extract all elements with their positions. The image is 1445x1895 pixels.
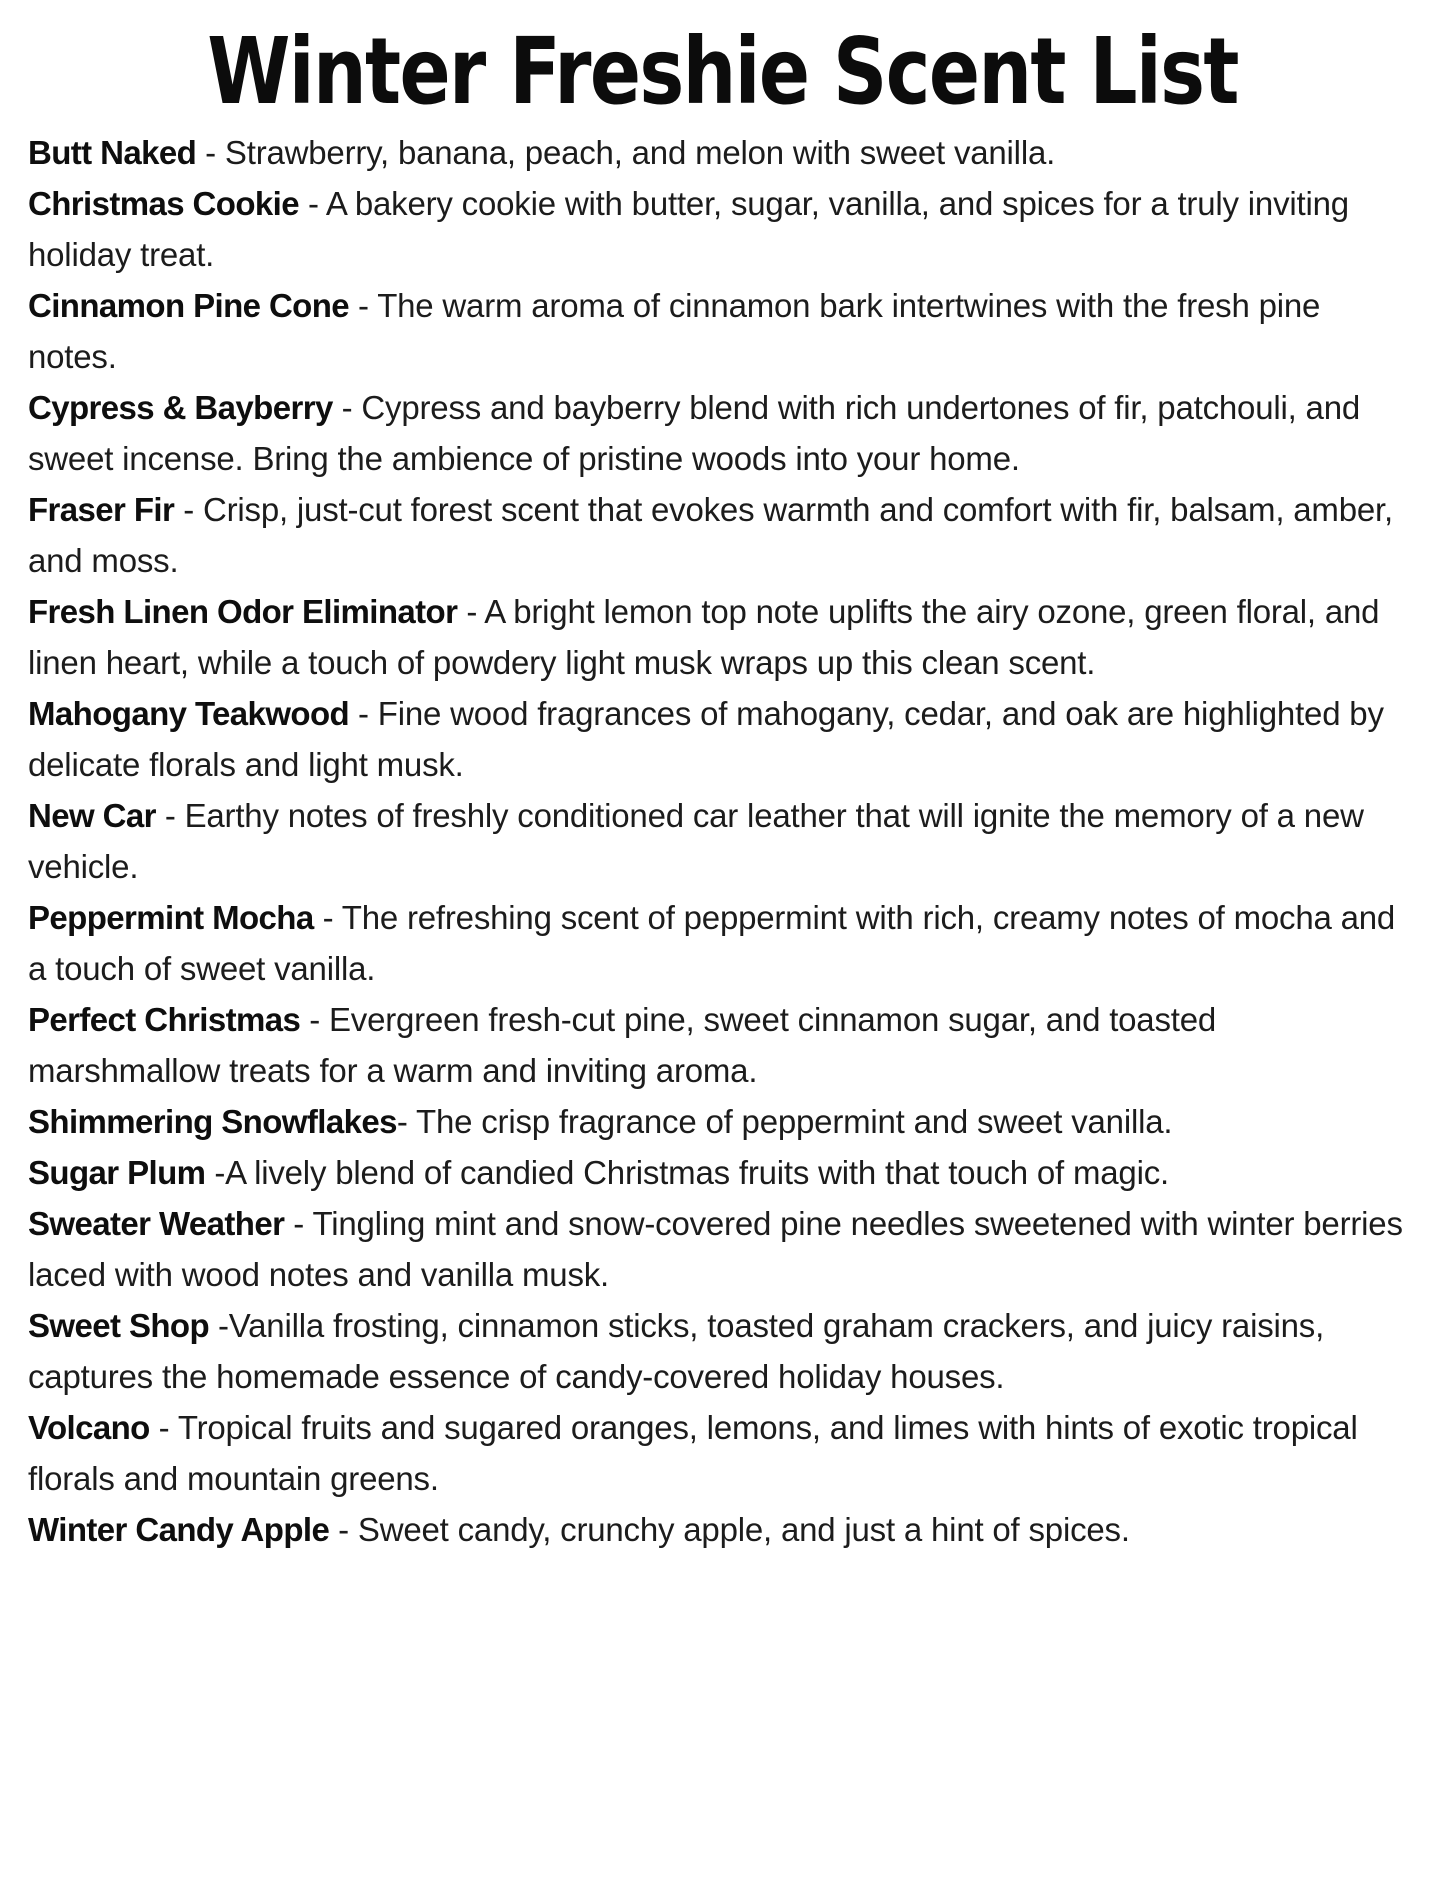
page-title: Winter Freshie Scent List bbox=[207, 18, 1238, 125]
scent-item bbox=[28, 1300, 1417, 1402]
scent-name: Cypress & Bayberry bbox=[28, 388, 333, 426]
scent-description: - Cypress and bayberry blend with rich undertones of fir, patchouli, and sweet incense. Bring the ambience of pristine woods into your home. bbox=[28, 388, 1361, 477]
scent-description: - Tropical fruits and sugared oranges, lemons, and limes with hints of exotic tropical florals and mountain greens. bbox=[28, 1408, 1358, 1497]
scent-name: Butt Naked bbox=[28, 133, 197, 171]
scent-name: Sugar Plum bbox=[28, 1153, 206, 1191]
scent-name: Christmas Cookie bbox=[28, 184, 299, 222]
scent-description: - Evergreen fresh-cut pine, sweet cinnamon sugar, and toasted marshmallow treats for a warm and inviting aroma. bbox=[28, 1000, 1217, 1089]
scent-description: - Fine wood fragrances of mahogany, cedar, and oak are highlighted by delicate florals and light musk. bbox=[28, 694, 1384, 783]
scent-name: Volcano bbox=[28, 1408, 150, 1446]
scent-description: - Sweet candy, crunchy apple, and just a hint of spices. bbox=[329, 1510, 1130, 1548]
scent-item bbox=[28, 790, 1417, 892]
scent-item bbox=[28, 688, 1417, 790]
scent-name: Winter Candy Apple bbox=[28, 1510, 330, 1548]
scent-name: Shimmering Snowflakes bbox=[28, 1102, 397, 1140]
scent-description: - A bright lemon top note uplifts the airy ozone, green floral, and linen heart, while a touch of powdery light musk wraps up this clean scent. bbox=[28, 592, 1380, 681]
scent-name: Fraser Fir bbox=[28, 490, 175, 528]
scent-item bbox=[28, 382, 1417, 484]
scent-item bbox=[28, 1402, 1417, 1504]
scent-name: Sweater Weather bbox=[28, 1204, 285, 1242]
scent-item bbox=[28, 1198, 1417, 1300]
scent-item bbox=[28, 892, 1417, 994]
scent-description: - The refreshing scent of peppermint with rich, creamy notes of mocha and a touch of sweet vanilla. bbox=[28, 898, 1396, 987]
scent-name: Perfect Christmas bbox=[28, 1000, 301, 1038]
scent-name: Sweet Shop bbox=[28, 1306, 210, 1344]
scent-item bbox=[28, 1096, 1417, 1147]
scent-name: Fresh Linen Odor Eliminator bbox=[28, 592, 458, 630]
scent-description: - Strawberry, banana, peach, and melon with sweet vanilla. bbox=[196, 133, 1056, 171]
scent-description: - The warm aroma of cinnamon bark intertwines with the fresh pine notes. bbox=[28, 286, 1321, 375]
scent-item bbox=[28, 484, 1417, 586]
scent-description: - Tingling mint and snow-covered pine needles sweetened with winter berries laced with wood notes and vanilla musk. bbox=[28, 1204, 1403, 1293]
scent-item bbox=[28, 586, 1417, 688]
scent-item bbox=[28, 127, 1417, 178]
scent-name: Cinnamon Pine Cone bbox=[28, 286, 350, 324]
scent-description: - Earthy notes of freshly conditioned car leather that will ignite the memory of a new vehicle. bbox=[28, 796, 1364, 885]
scent-item bbox=[28, 1504, 1417, 1555]
scent-item bbox=[28, 1147, 1417, 1198]
scent-item bbox=[28, 280, 1417, 382]
scent-description: - A bakery cookie with butter, sugar, vanilla, and spices for a truly inviting holiday treat. bbox=[28, 184, 1349, 273]
document-page bbox=[0, 18, 1445, 1895]
scent-description: - Crisp, just-cut forest scent that evokes warmth and comfort with fir, balsam, amber, and moss. bbox=[28, 490, 1393, 579]
scent-name: Mahogany Teakwood bbox=[28, 694, 350, 732]
scent-description: - The crisp fragrance of peppermint and sweet vanilla. bbox=[396, 1102, 1173, 1140]
scent-description: -A lively blend of candied Christmas fruits with that touch of magic. bbox=[205, 1153, 1169, 1191]
scent-item bbox=[28, 178, 1417, 280]
scent-name: New Car bbox=[28, 796, 156, 834]
scent-item bbox=[28, 994, 1417, 1096]
scent-name: Peppermint Mocha bbox=[28, 898, 314, 936]
scent-list bbox=[0, 127, 1445, 1595]
scent-description: -Vanilla frosting, cinnamon sticks, toasted graham crackers, and juicy raisins, captures the homemade essence of candy-covered holiday houses. bbox=[28, 1306, 1325, 1395]
